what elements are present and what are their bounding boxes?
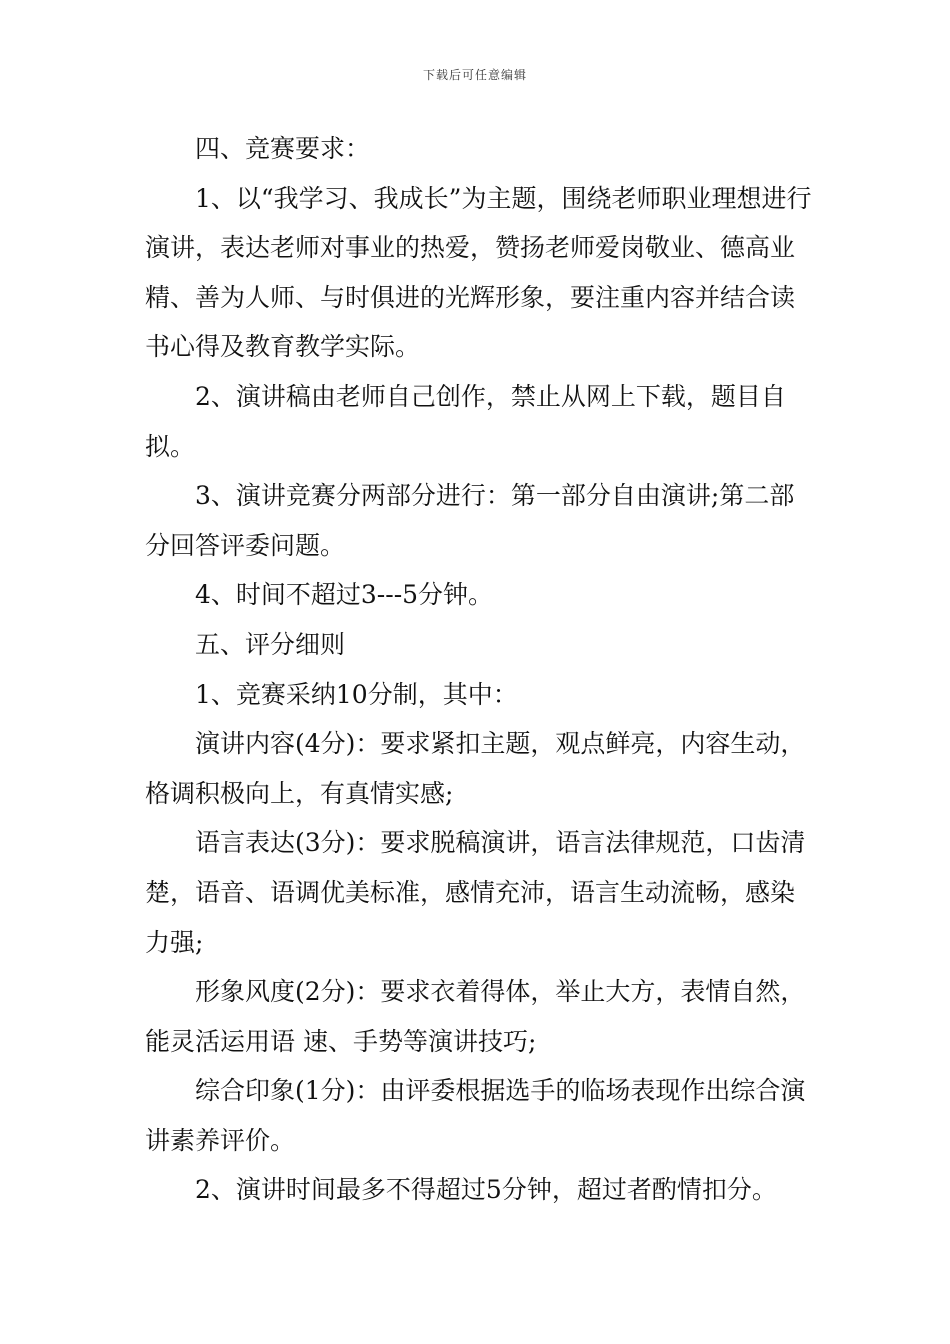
section-heading-competition-requirements: 四、竞赛要求： bbox=[195, 134, 371, 163]
section-heading-scoring-rules: 五、评分细则 bbox=[195, 629, 346, 659]
scoring-criterion-content: 演讲内容(4分)：要求紧扣主题，观点鲜亮，内容生动，格调积极向上，有真情实感; bbox=[145, 729, 806, 808]
scoring-criterion-demeanor: 形象风度(2分)：要求衣着得体，举止大方，表情自然，能灵活运用语 速、手势等演讲技巧; bbox=[145, 977, 806, 1056]
requirement-item-4: 4、时间不超过3---5分钟。 bbox=[195, 580, 494, 610]
page-header-note: 下载后可任意编辑 bbox=[422, 68, 527, 82]
scoring-criterion-language: 语言表达(3分)：要求脱稿演讲，语言法律规范，口齿清楚，语音、语调优美标准，感情充沛，语言生动流畅，感染力强; bbox=[145, 828, 806, 957]
requirement-item-2: 2、演讲稿由老师自己创作，禁止从网上下载，题目自拟。 bbox=[145, 381, 786, 461]
scoring-item-1: 1、竞赛采纳10分制，其中： bbox=[195, 679, 518, 709]
requirement-item-1: 1、以“我学习、我成长”为主题，围绕老师职业理想进行演讲，表达老师对事业的热爱，赞扬老师爱岗敬业、德高业精、善为人师、与时俱进的光辉形象，要注重内容并结合读书心得及教育教学实际。 bbox=[145, 183, 812, 362]
requirement-item-3: 3、演讲竞赛分两部分进行：第一部分自由演讲;第二部分回答评委问题。 bbox=[145, 481, 795, 560]
scoring-criterion-overall: 综合印象(1分)：由评委根据选手的临场表现作出综合演讲素养评价。 bbox=[145, 1076, 806, 1155]
document-body bbox=[145, 124, 817, 1215]
scoring-item-2: 2、演讲时间最多不得超过5分钟，超过者酌情扣分。 bbox=[195, 1175, 777, 1205]
